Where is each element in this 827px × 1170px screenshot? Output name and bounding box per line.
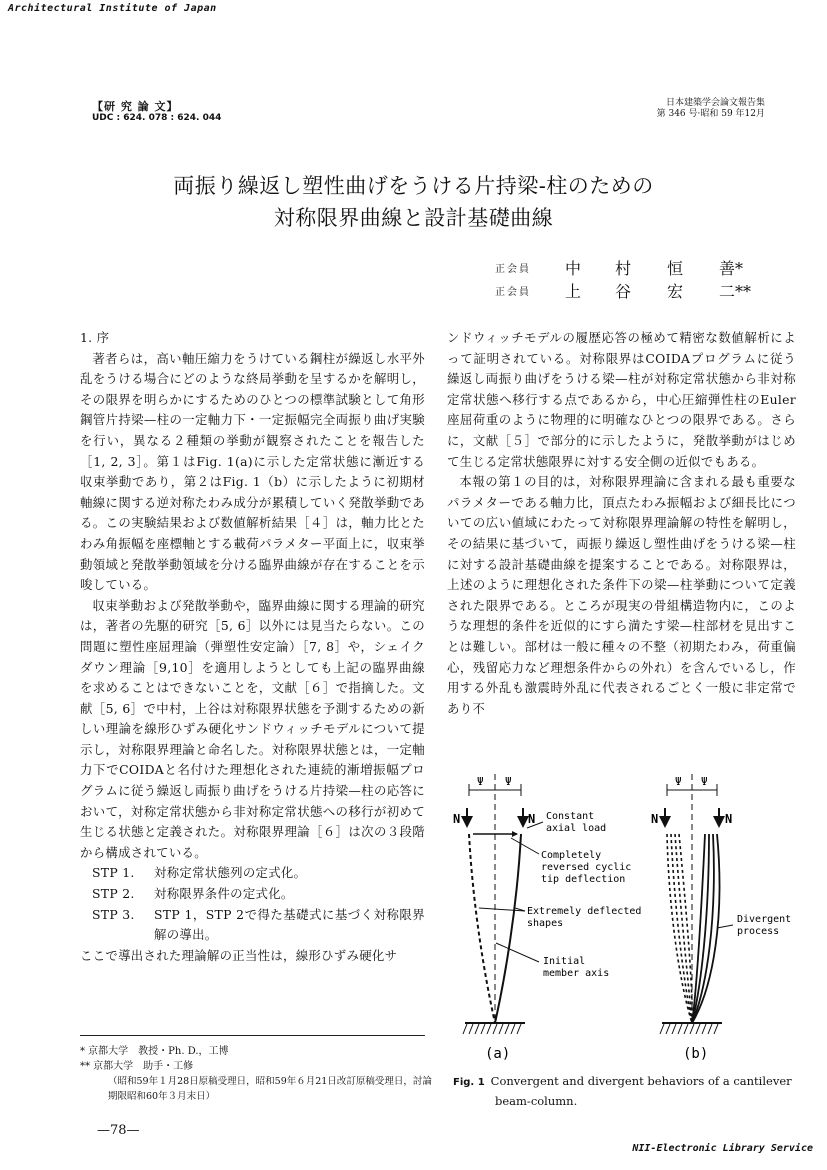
- extremely-deflected-label: Extremely deflected: [527, 906, 642, 917]
- author-name-char: 恒: [667, 259, 684, 278]
- completely-reversed-label: Completely: [541, 850, 602, 861]
- article-type: 【研 究 論 文】: [92, 100, 179, 113]
- stp-text: 対称限界条件の定式化。: [154, 886, 294, 902]
- author-name-char: 谷: [615, 282, 632, 301]
- initial-axis-label: member axis: [543, 968, 610, 979]
- caption-text-continued: beam-column.: [495, 1094, 578, 1108]
- footnote-divider: [80, 1035, 425, 1036]
- psi-label: Ψ: [505, 775, 512, 788]
- title-line-1: 両振り繰返し塑性曲げをうける片持梁-柱のための: [173, 174, 654, 198]
- institute-header: Architectural Institute of Japan: [8, 3, 217, 14]
- stp-key: STP 1.: [92, 865, 135, 881]
- author-name-char: 二**: [719, 282, 752, 301]
- author-membership: 正会員: [495, 287, 531, 298]
- footnote-3: （昭和59年１月28日原稿受理日，昭和59年６月21日改訂原稿受理日，討論期限昭和60年３月末日）: [108, 1076, 432, 1102]
- udc-code: UDC : 624. 078 : 624. 044: [92, 113, 222, 123]
- stp-item: [80, 863, 425, 884]
- author-name-char: 村: [615, 259, 632, 278]
- stp-text: 対称定常状態列の定式化。: [154, 865, 307, 881]
- figure-1: [455, 768, 795, 1068]
- caption-label: Fig. 1: [453, 1077, 485, 1088]
- completely-reversed-label: reversed cyclic: [541, 862, 632, 873]
- n-label: N: [453, 812, 461, 826]
- author-uetani: [495, 279, 775, 301]
- panel-b-label: (b): [683, 1046, 709, 1062]
- author-membership: 正会員: [495, 264, 531, 275]
- section-heading: 1. 序: [80, 330, 110, 345]
- paragraph: 本報の第１の目的は，対称限界理論に含まれる最も重要なパラメターである軸力比，頂点たわみ振幅および細長比についての広い値域にわたって対称限界理論解の特性を解明し，その結果に基づいて，両振り繰返し塑性曲げをうける梁—柱に対する設計基礎曲線を提案することである。対称限界は，上述のように理想化された条件下の梁—柱挙動について定義された限界である。ところが現実の骨組構造物内に，このような理想的条件を近似的にすら満たす梁—柱部材を見出すことは難しい。部材は一般に種々の不整（初期たわみ，荷重偏心，残留応力など理想条件からの外れ）を含んでいるし，作用する外乱も激震時外乱に代表されるごとく一般に非定常であり不: [447, 474, 796, 716]
- panel-a-label: (a): [485, 1046, 511, 1062]
- body-column-right: [447, 328, 796, 719]
- divergent-process-label: process: [737, 926, 780, 937]
- footnotes: [80, 1044, 440, 1104]
- body-column-left: [80, 328, 425, 966]
- constant-load-label: axial load: [546, 823, 607, 834]
- n-label: N: [725, 812, 733, 826]
- author-name-char: 善*: [719, 259, 744, 278]
- stp-key: STP 2.: [92, 886, 135, 902]
- stp-key: STP 3.: [92, 906, 135, 922]
- nii-footer: NII-Electronic Library Service: [632, 1143, 813, 1154]
- paragraph: ここで導出された理論解の正当性は，線形ひずみ硬化サ: [80, 947, 398, 963]
- n-label: N: [528, 812, 536, 826]
- author-name-char: 上: [565, 282, 582, 301]
- stp-item: [80, 905, 425, 946]
- n-label: N: [651, 812, 659, 826]
- page-number: —78—: [97, 1123, 140, 1138]
- completely-reversed-label: tip deflection: [541, 874, 626, 885]
- figure-caption: [453, 1072, 798, 1110]
- paragraph: ンドウィッチモデルの履歴応答の極めて精密な数値解析によって証明されている。対称限界はCOIDAプログラムに従う繰返し両振り曲げをうける梁—柱が対称定常状態から非対称定常状態へ移行する点であるから，中心圧縮弾性柱のEuler座屈荷重のように物理的に明確なひとつの限界である。さらに，文献［５］で部分的に示したように，発散挙動がはじめて生じる定常状態限界に対する安全側の近似でもある。: [447, 330, 796, 469]
- author-name-char: 中: [565, 259, 582, 278]
- journal-info: [565, 98, 765, 120]
- panel-a: [453, 774, 641, 1062]
- figure-diagram: [455, 768, 795, 1068]
- journal-name: 日本建築学会論文報告集: [665, 98, 765, 108]
- title-line-2: 対称限界曲線と設計基礎曲線: [273, 206, 554, 230]
- stp-text: STP 1，STP 2で得た基礎式に基づく対称限界解の導出。: [154, 906, 425, 943]
- deflected-shape-right: [495, 834, 521, 1023]
- psi-label: Ψ: [477, 775, 484, 788]
- divergent-process-label: Divergent: [737, 914, 792, 925]
- paragraph: 著者らは，高い軸圧縮力をうけている鋼柱が繰返し水平外乱をうける場合にどのような終局挙動を呈するかを解明し，その限界を明らかにするためのひとつの標準試験として角形鋼管片持梁—柱の一定軸力下・一定振幅完全両振り曲げ実験を行い，異なる２種類の挙動が観察されたことを報告した［1, 2, 3］。第１はFig. 1(a)に示した定常状態に漸近する収束挙動であり，第２はFig. 1（b）に示したように初期材軸線に関する逆対称たわみ成分が累積していく発散挙動である。この実験結果および数値解析結果［４］は，軸力比とたわみ角振幅を座標軸とする載荷パラメター平面上に，収束挙動領域と発散挙動領域を分ける臨界曲線が存在することを示唆している。: [80, 350, 425, 593]
- author-name-char: 宏: [667, 282, 684, 301]
- paragraph: 収束挙動および発散挙動や，臨界曲線に関する理論的研究は，著者の先駆的研究［5, 6］以外には見当たらない。この問題に塑性座屈理論（弾塑性安定論）［7, 8］や，シェイクダウン理論［9,10］を適用しようとしても上記の臨界曲線を求めることはできないことを，文献［６］で指摘した。文献［5, 6］で中村，上谷は対称限界状態を予測するための新しい理論を線形ひずみ硬化サンドウィッチモデルについて提示し，対称限界理論と命名した。対称限界状態とは，一定軸力下でCOIDAと名付けた理想化された連続的漸増振幅プログラムに従う繰返し両振り曲げをうける片持梁—柱の応答において，対称定常状態から非対称定常状態への移行が初めて生じる状態と定義された。対称限界理論［６］は次の３段階から構成されている。: [80, 597, 425, 860]
- author-nakamura: [495, 256, 775, 278]
- psi-label: Ψ: [675, 775, 682, 788]
- deflected-shape-left: [469, 834, 495, 1023]
- initial-axis-label: Initial: [543, 956, 586, 967]
- extremely-deflected-label: shapes: [527, 918, 564, 929]
- constant-load-label: Constant: [546, 811, 595, 822]
- journal-issue: 第 346 号·昭和 59 年12月: [656, 109, 765, 119]
- footnote-2: ** 京都大学 助手・工修: [80, 1061, 194, 1072]
- psi-label: Ψ: [701, 775, 708, 788]
- caption-text: Convergent and divergent behaviors of a cantilever: [490, 1074, 792, 1088]
- stp-item: [80, 884, 425, 905]
- paper-title: [0, 170, 827, 234]
- panel-b: [651, 774, 791, 1062]
- footnote-1: * 京都大学 教授・Ph. D.，工博: [80, 1046, 229, 1057]
